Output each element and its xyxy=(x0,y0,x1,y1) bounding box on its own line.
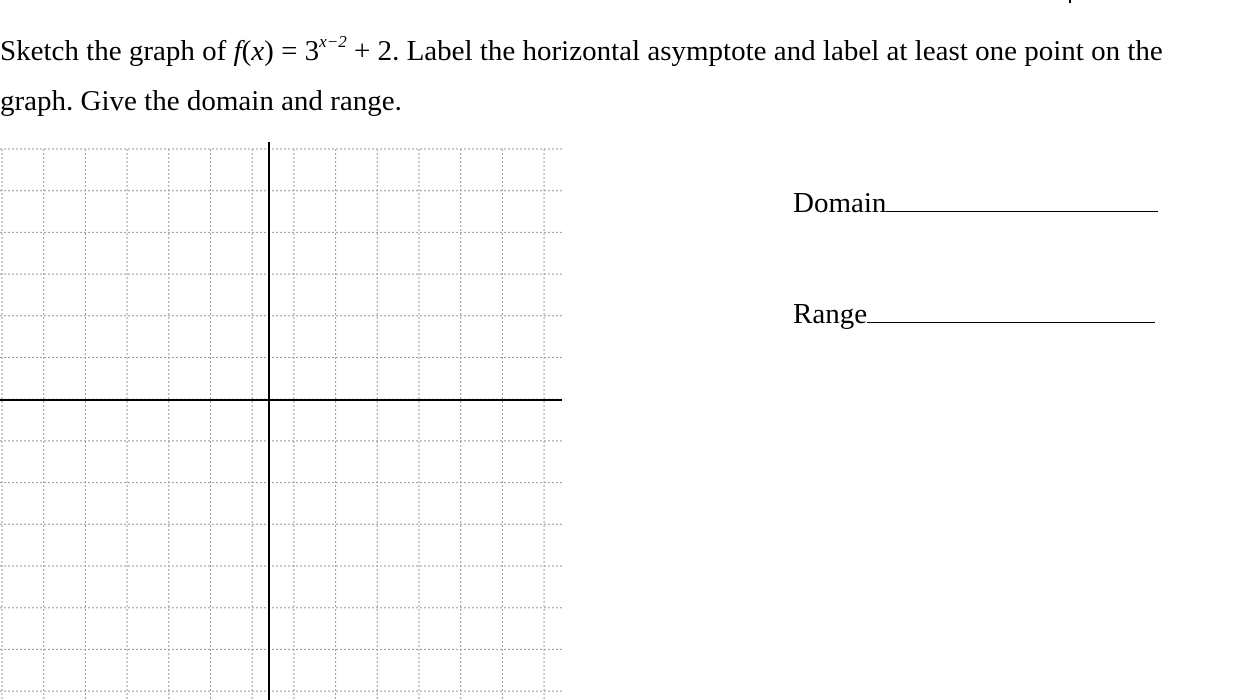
coordinate-grid[interactable] xyxy=(0,140,565,700)
function-exponent: x−2 xyxy=(319,32,347,51)
function-open-paren: ( xyxy=(241,35,252,67)
problem-instructions-text: . Label the horizontal asymptote and label at least one point on the graph. Give the domain and range. xyxy=(0,35,1163,117)
problem-statement xyxy=(0,28,1200,124)
domain-answer-line xyxy=(793,186,1158,220)
range-answer-line xyxy=(793,297,1155,331)
page-edge-mark xyxy=(1069,0,1071,3)
domain-answer-blank[interactable] xyxy=(886,187,1158,212)
function-base: ) = 3 xyxy=(264,35,320,67)
function-constant: + 2 xyxy=(346,35,393,67)
function-variable: x xyxy=(251,35,265,67)
range-answer-blank[interactable] xyxy=(867,298,1155,323)
range-label: Range xyxy=(793,298,868,330)
function-name: f xyxy=(233,35,242,67)
grid-canvas[interactable] xyxy=(0,140,565,700)
domain-label: Domain xyxy=(793,187,887,219)
problem-intro-text: Sketch the graph of xyxy=(0,35,234,67)
function-expression xyxy=(233,32,393,67)
